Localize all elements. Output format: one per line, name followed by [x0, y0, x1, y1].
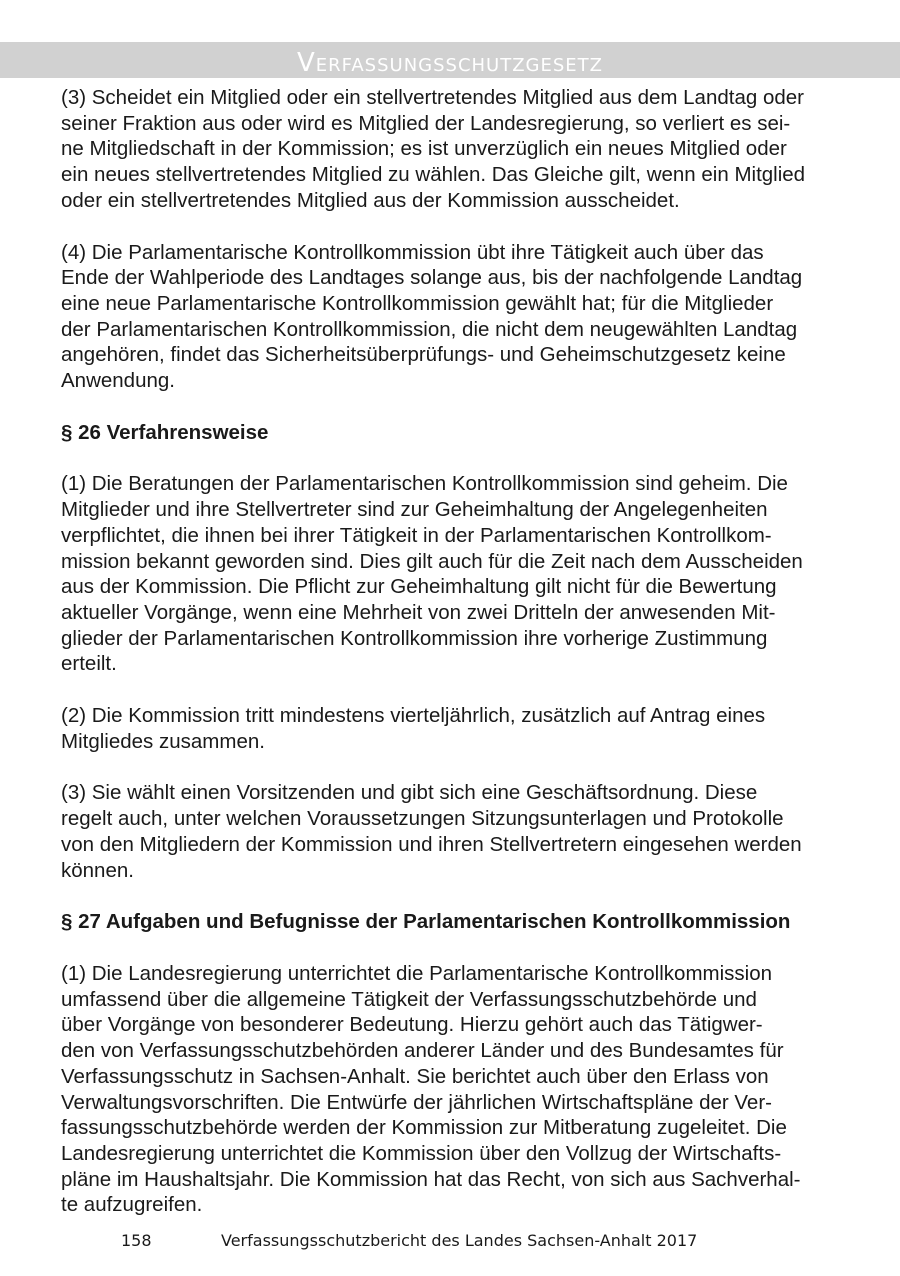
document-body	[61, 85, 841, 1244]
text-line: eine neue Parlamentarische Kontrollkommission gewählt hat; für die Mitglieder	[61, 291, 774, 315]
text-line: erteilt.	[61, 652, 117, 676]
text-line: Mitglieder und ihre Stellvertreter sind zur Geheimhaltung der Angelegenheiten	[61, 498, 768, 522]
text-line: Ende der Wahlperiode des Landtages solange aus, bis der nachfolgende Landtag	[61, 266, 803, 290]
text-line: (4) Die Parlamentarische Kontrollkommission übt ihre Tätigkeit auch über das	[61, 240, 764, 264]
text-line: (3) Sie wählt einen Vorsitzenden und gibt sich eine Geschäftsordnung. Diese	[61, 781, 758, 805]
text-line: ne Mitgliedschaft in der Kommission; es ist unverzüglich ein neues Mitglied oder	[61, 137, 787, 161]
text-line: (1) Die Beratungen der Parlamentarischen Kontrollkommission sind geheim. Die	[61, 472, 788, 496]
section-heading: § 26 Verfahrensweise	[61, 420, 269, 444]
text-line: (2) Die Kommission tritt mindestens vierteljährlich, zusätzlich auf Antrag eines	[61, 704, 766, 728]
footer-publication-title: Verfassungsschutzbericht des Landes Sachsen-Anhalt 2017	[221, 1231, 698, 1250]
text-line: mission bekannt geworden sind. Dies gilt auch für die Zeit nach dem Ausscheiden	[61, 549, 803, 573]
text-line: oder ein stellvertretendes Mitglied aus der Kommission ausscheidet.	[61, 188, 680, 212]
paragraph	[61, 85, 841, 214]
text-line: umfassend über die allgemeine Tätigkeit der Verfassungsschutzbehörde und	[61, 987, 757, 1011]
text-line: der Parlamentarischen Kontrollkommission, die nicht dem neugewählten Landtag	[61, 317, 798, 341]
text-line: von den Mitgliedern der Kommission und ihren Stellvertretern eingesehen werden	[61, 832, 802, 856]
text-line: fassungsschutzbehörde werden der Kommission zur Mitberatung zugeleitet. Die	[61, 1116, 787, 1140]
text-line: Verfassungsschutz in Sachsen-Anhalt. Sie berichtet auch über den Erlass von	[61, 1064, 769, 1088]
paragraph	[61, 780, 841, 883]
text-line: aktueller Vorgänge, wenn eine Mehrheit von zwei Dritteln der anwesenden Mit-	[61, 600, 776, 624]
text-line: ein neues stellvertretendes Mitglied zu wählen. Das Gleiche gilt, wenn ein Mitglied	[61, 163, 806, 187]
page-number: 158	[121, 1231, 152, 1250]
text-line: Anwendung.	[61, 369, 175, 393]
paragraph	[61, 703, 841, 754]
text-line: (3) Scheidet ein Mitglied oder ein stellvertretendes Mitglied aus dem Landtag oder	[61, 86, 804, 109]
text-line: den von Verfassungsschutzbehörden anderer Länder und des Bundesamtes für	[61, 1039, 784, 1063]
text-line: regelt auch, unter welchen Voraussetzungen Sitzungsunterlagen und Protokolle	[61, 807, 784, 831]
paragraph	[61, 240, 841, 394]
text-line: seiner Fraktion aus oder wird es Mitglied der Landesregierung, so verliert es sei-	[61, 111, 791, 135]
text-line: glieder der Parlamentarischen Kontrollkommission ihre vorherige Zustimmung	[61, 626, 768, 650]
running-header-title: Verfassungsschutzgesetz	[296, 48, 604, 78]
text-line: Mitgliedes zusammen.	[61, 729, 265, 753]
text-line: verpflichtet, die ihnen bei ihrer Tätigkeit in der Parlamentarischen Kontrollkom-	[61, 523, 772, 547]
text-line: aus der Kommission. Die Pflicht zur Geheimhaltung gilt nicht für die Bewertung	[61, 575, 777, 599]
page-footer	[0, 1229, 900, 1253]
text-line: te aufzugreifen.	[61, 1193, 203, 1217]
text-line: (1) Die Landesregierung unterrichtet die Parlamentarische Kontrollkommission	[61, 961, 773, 985]
text-line: über Vorgänge von besonderer Bedeutung. Hierzu gehört auch das Tätigwer-	[61, 1013, 763, 1037]
text-line: können.	[61, 858, 134, 882]
text-line: Verwaltungsvorschriften. Die Entwürfe der jährlichen Wirtschaftspläne der Ver-	[61, 1090, 772, 1114]
section-heading: § 27 Aufgaben und Befugnisse der Parlamentarischen Kontrollkommission	[61, 910, 791, 934]
text-line: Landesregierung unterrichtet die Kommission über den Vollzug der Wirtschafts-	[61, 1141, 782, 1165]
paragraph	[61, 961, 841, 1218]
paragraph	[61, 471, 841, 677]
text-line: pläne im Haushaltsjahr. Die Kommission hat das Recht, von sich aus Sachverhal-	[61, 1167, 801, 1191]
text-line: angehören, findet das Sicherheitsüberprüfungs- und Geheimschutzgesetz keine	[61, 343, 786, 367]
